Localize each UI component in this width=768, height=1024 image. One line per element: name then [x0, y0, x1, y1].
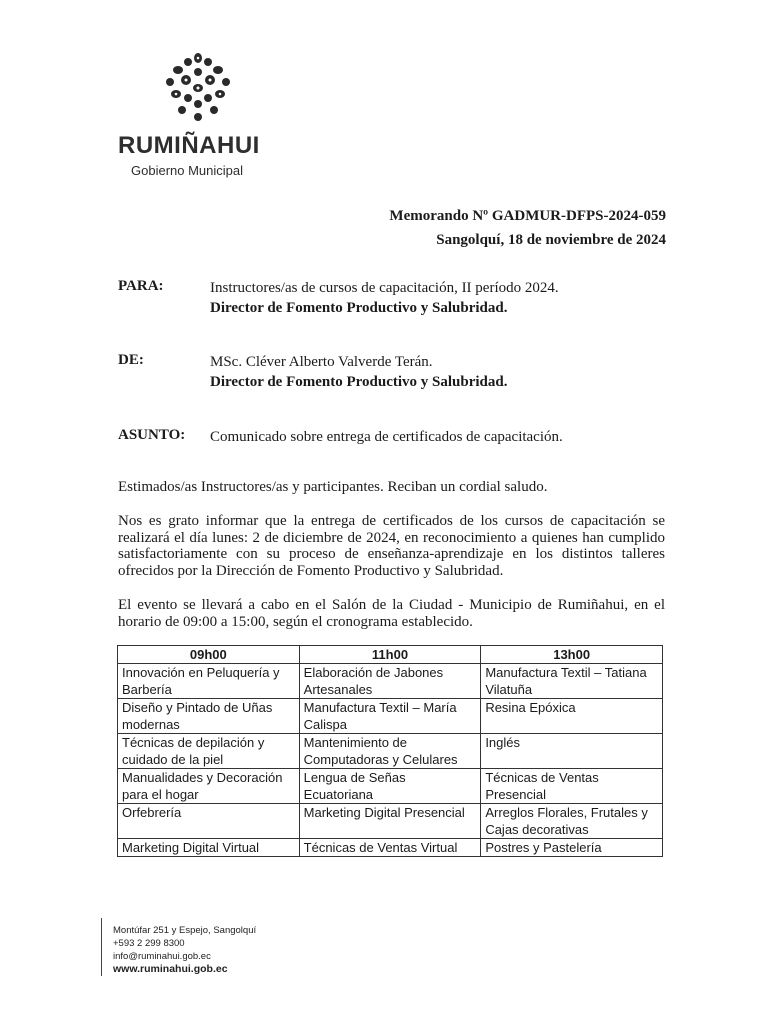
logo-title: RUMIÑAHUI: [118, 132, 260, 159]
table-cell: Manufactura Textil – María Calispa: [299, 699, 481, 734]
table-row: [118, 699, 663, 734]
column-header-0900: 09h00: [118, 646, 300, 664]
asunto-label: ASUNTO:: [118, 427, 186, 443]
de-label: DE:: [118, 352, 144, 368]
memo-number: Memorando Nº GADMUR-DFPS-2024-059: [389, 208, 666, 224]
table-cell: Elaboración de Jabones Artesanales: [299, 664, 481, 699]
table-cell: Orfebrería: [118, 804, 300, 839]
table-cell: Inglés: [481, 734, 663, 769]
column-header-1100: 11h00: [299, 646, 481, 664]
de-value: [210, 352, 508, 392]
footer-website[interactable]: www.ruminahui.gob.ec: [113, 963, 228, 975]
table-cell: Arreglos Florales, Frutales y Cajas decorativas: [481, 804, 663, 839]
greeting: Estimados/as Instructores/as y participantes. Reciban un cordial saludo.: [118, 479, 548, 495]
table-cell: Técnicas de Ventas Presencial: [481, 769, 663, 804]
table-row: [118, 664, 663, 699]
para-value: [210, 278, 559, 318]
table-cell: Técnicas de Ventas Virtual: [299, 839, 481, 857]
table-cell: Innovación en Peluquería y Barbería: [118, 664, 300, 699]
table-row: [118, 804, 663, 839]
schedule-header-row: [118, 646, 663, 664]
table-cell: Manualidades y Decoración para el hogar: [118, 769, 300, 804]
body-paragraph-1: Nos es grato informar que la entrega de certificados de los cursos de capacitación se realizará el día lunes: 2 de diciembre de 2024, en reconocimiento a quienes han cumplido satisfactoriamente con su proceso de enseñanza-aprendizaje en los distintos talleres ofrecidos por la Dirección de Fomento Productivo y Salubridad.: [118, 513, 665, 579]
municipal-logo-icon: [162, 52, 234, 122]
footer-address: Montúfar 251 y Espejo, Sangolquí: [113, 925, 257, 936]
table-cell: Manufactura Textil – Tatiana Vilatuña: [481, 664, 663, 699]
para-label: PARA:: [118, 278, 164, 294]
table-cell: Marketing Digital Presencial: [299, 804, 481, 839]
de-line-1: MSc. Cléver Alberto Valverde Terán.: [210, 354, 433, 370]
footer-phone: +593 2 299 8300: [113, 938, 185, 949]
table-cell: Postres y Pastelería: [481, 839, 663, 857]
table-cell: Lengua de Señas Ecuatoriana: [299, 769, 481, 804]
de-line-2: Director de Fomento Productivo y Salubridad.: [210, 374, 508, 390]
schedule-table: [117, 645, 663, 857]
table-cell: Marketing Digital Virtual: [118, 839, 300, 857]
table-cell: Resina Epóxica: [481, 699, 663, 734]
footer-divider: [101, 918, 102, 976]
body-paragraph-2: El evento se llevará a cabo en el Salón de la Ciudad - Municipio de Rumiñahui, en el horario de 09:00 a 15:00, según el cronograma establecido.: [118, 597, 665, 630]
table-row: [118, 839, 663, 857]
asunto-value: Comunicado sobre entrega de certificados de capacitación.: [210, 429, 563, 445]
para-line-2: Director de Fomento Productivo y Salubridad.: [210, 300, 508, 316]
memo-date: Sangolquí, 18 de noviembre de 2024: [436, 232, 666, 248]
para-line-1: Instructores/as de cursos de capacitación, II período 2024.: [210, 280, 559, 296]
table-cell: Técnicas de depilación y cuidado de la piel: [118, 734, 300, 769]
table-row: [118, 769, 663, 804]
column-header-1300: 13h00: [481, 646, 663, 664]
table-cell: Diseño y Pintado de Uñas modernas: [118, 699, 300, 734]
table-row: [118, 734, 663, 769]
table-cell: Mantenimiento de Computadoras y Celulares: [299, 734, 481, 769]
logo-subtitle: Gobierno Municipal: [131, 163, 244, 178]
footer-email[interactable]: info@ruminahui.gob.ec: [113, 951, 211, 962]
footer-contact: [113, 924, 256, 976]
